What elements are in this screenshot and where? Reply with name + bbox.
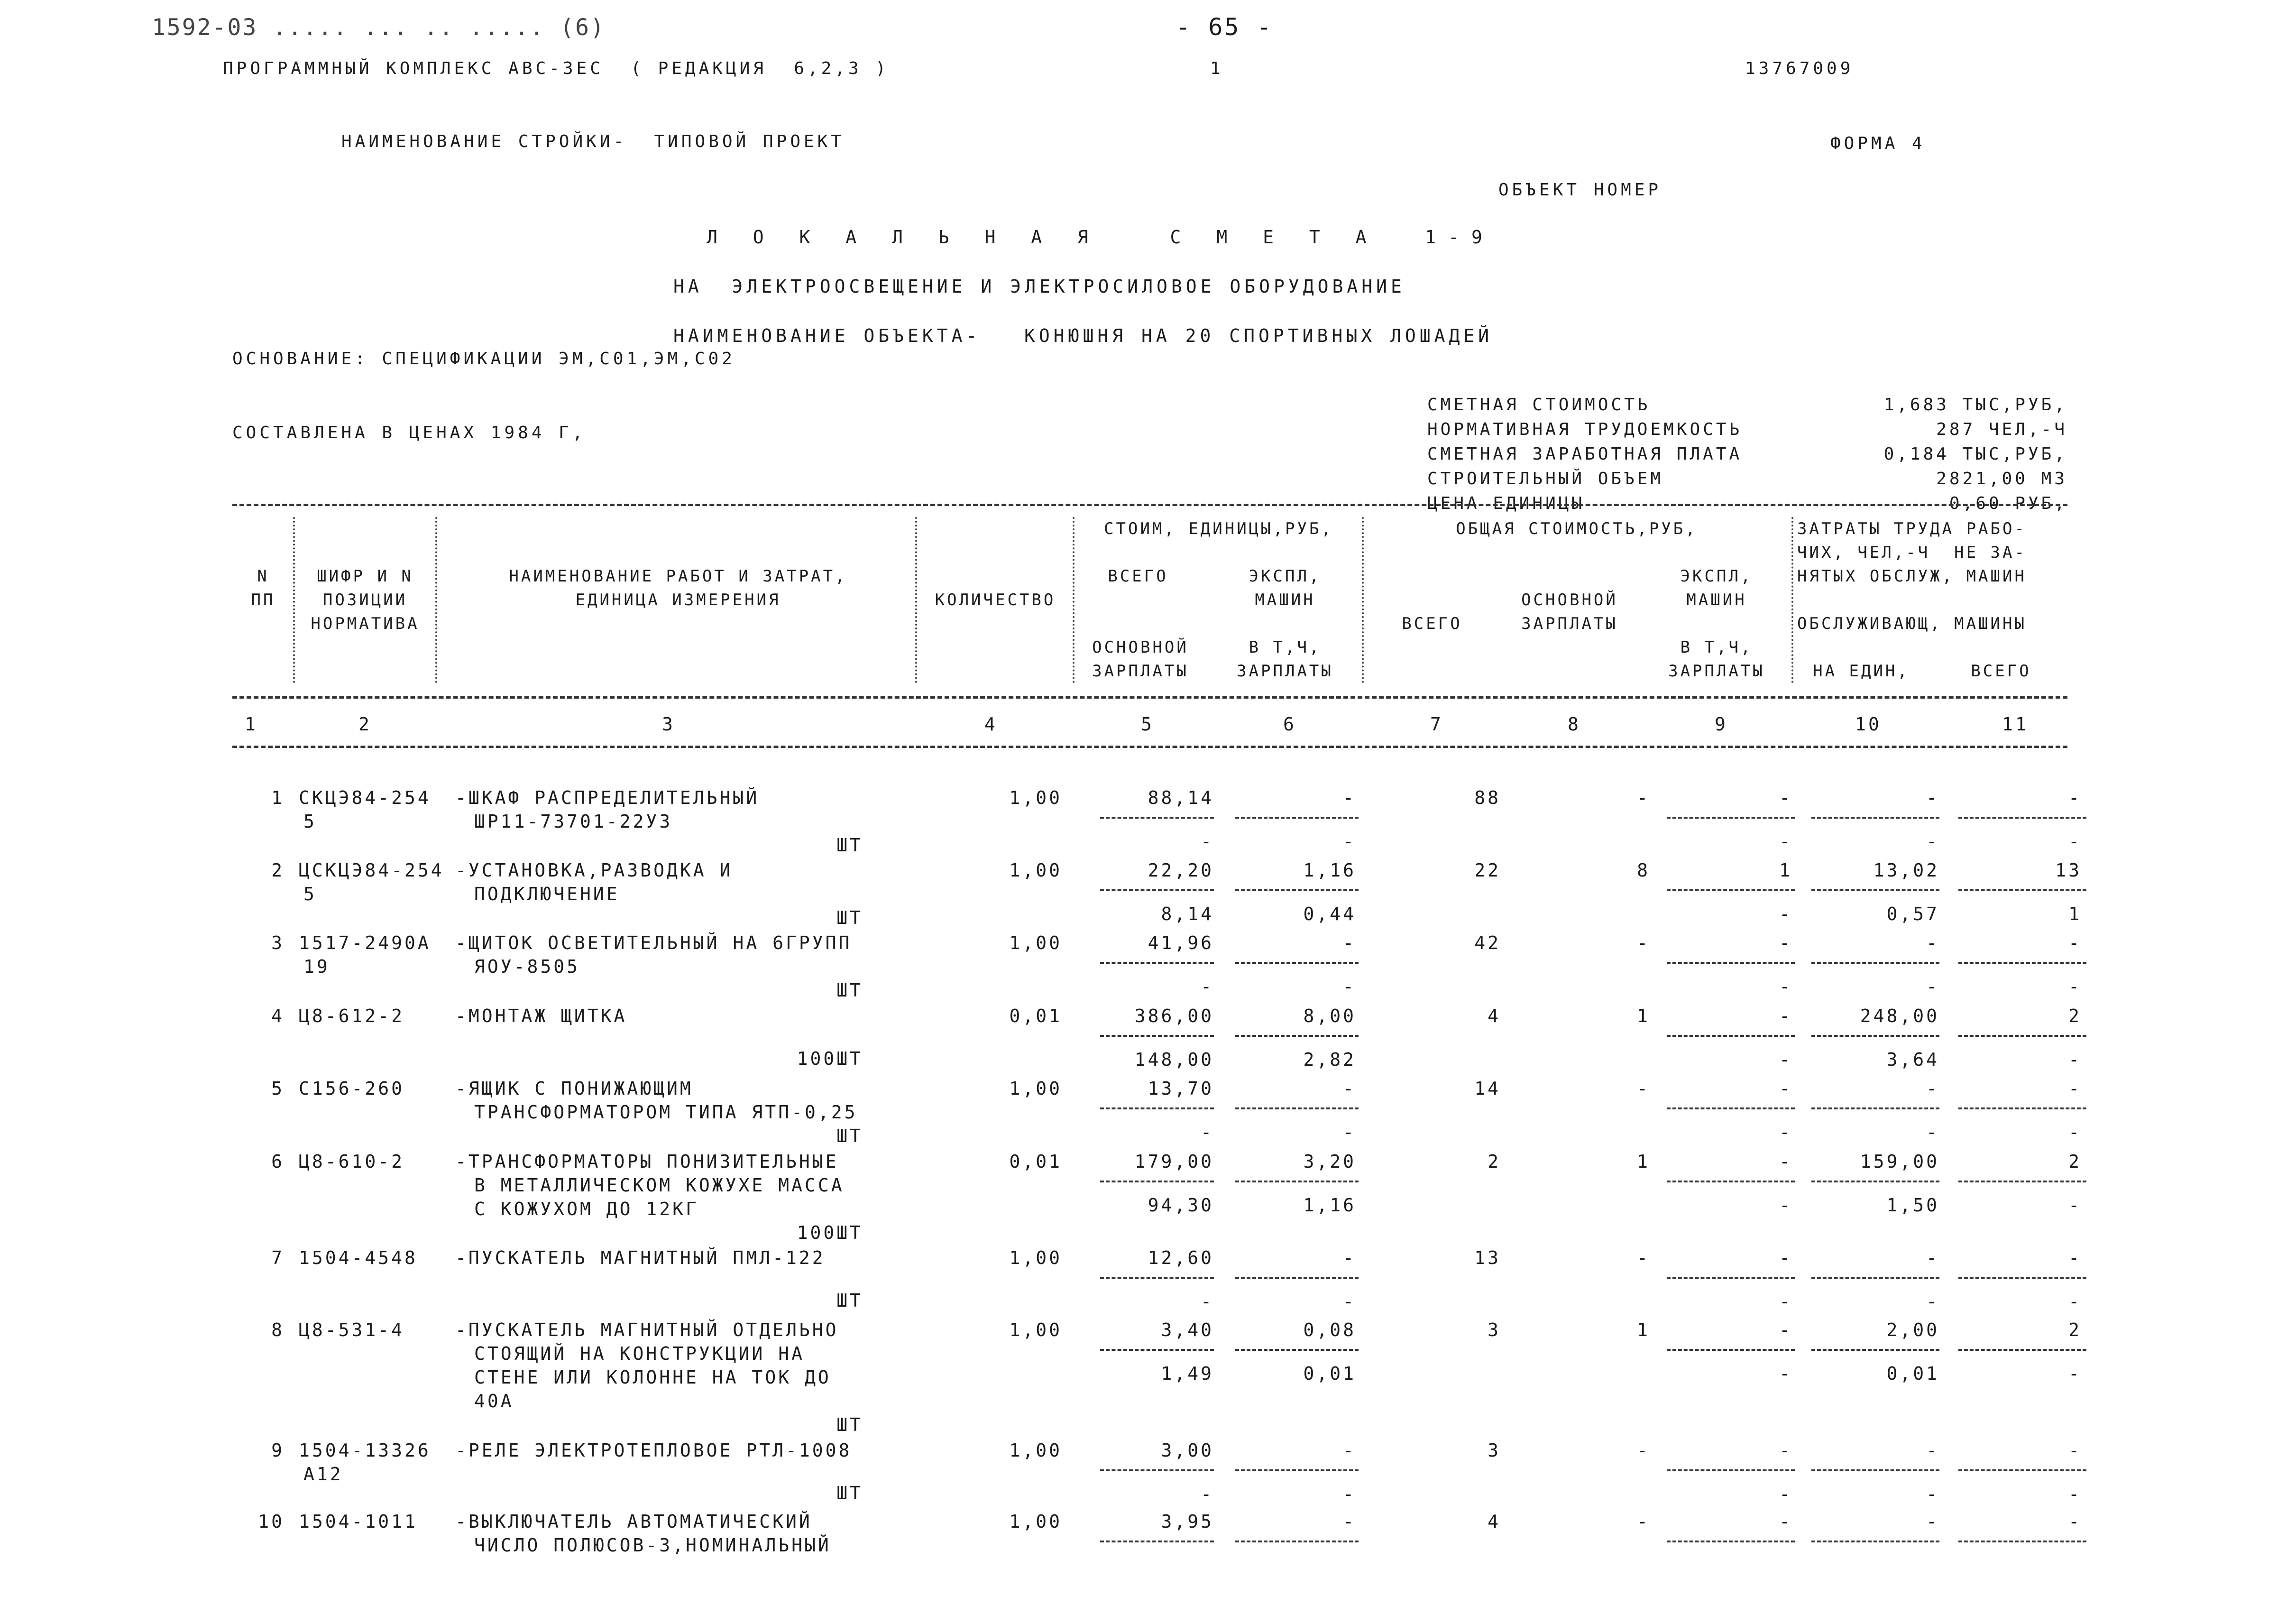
table-numbers-rule (232, 746, 2067, 748)
row-quantity: 1,00 (1009, 1511, 1062, 1532)
row-value: 248,00 (1860, 1006, 1939, 1026)
row-subvalue: 0,01 (1303, 1363, 1356, 1384)
row-subrule (1667, 1035, 1795, 1037)
row-value: - (2068, 1511, 2082, 1532)
summary-line (1427, 393, 2067, 417)
page-title: Л О К А Л Ь Н А Я С М Е Т А 1-9 (707, 227, 1495, 248)
row-value: 1 (1637, 1006, 1650, 1026)
row-quantity: 1,00 (1009, 1440, 1062, 1461)
row-name-line: -ПУСКАТЕЛЬ МАГНИТНЫЙ ПМЛ-122 (455, 1247, 826, 1268)
row-name-line: ЯОУ-8505 (474, 956, 580, 977)
row-subvalue: - (1926, 1291, 1939, 1312)
row-name-line: -УСТАНОВКА,РАЗВОДКА И (455, 860, 733, 881)
row-value: 4 (1488, 1006, 1501, 1026)
row-value: 3,20 (1303, 1151, 1356, 1172)
row-value: - (1343, 1247, 1356, 1268)
row-subrule (1235, 1181, 1359, 1182)
row-subvalue: - (1926, 1484, 1939, 1504)
row-value: 1 (1779, 860, 1792, 881)
row-name-line: -ЩИТОК ОСВЕТИТЕЛЬНЫЙ НА 6ГРУПП (455, 932, 852, 953)
row-code: Ц8-612-2 (299, 1006, 405, 1026)
column-number: 4 (984, 714, 998, 735)
row-subvalue: - (2068, 1049, 2082, 1070)
row-subrule (1667, 1277, 1795, 1279)
summary-block (1427, 375, 2067, 525)
column-number: 10 (1855, 714, 1882, 735)
row-subvalue: - (1926, 976, 1939, 997)
row-value: - (1779, 1247, 1792, 1268)
row-value: - (1343, 1511, 1356, 1532)
row-name-line: -РЕЛЕ ЭЛЕКТРОТЕПЛОВОЕ РТЛ-1008 (455, 1440, 852, 1461)
row-value: - (1926, 932, 1939, 953)
row-subvalue: - (1779, 904, 1792, 924)
row-subrule (1100, 889, 1214, 891)
row-subrule (1235, 1541, 1359, 1542)
row-subrule (1667, 1349, 1795, 1351)
row-value: - (2068, 1440, 2082, 1461)
row-value: 3 (1488, 1320, 1501, 1340)
column-number: 1 (245, 714, 258, 735)
row-value: 4 (1488, 1511, 1501, 1532)
row-subrule (1100, 1469, 1214, 1471)
col-header-unit-machines: ЭКСПЛ, МАШИН (1249, 567, 1322, 609)
column-number: 8 (1568, 714, 1581, 735)
row-quantity: 1,00 (1009, 1078, 1062, 1099)
row-subvalue: 1 (2068, 904, 2082, 924)
row-subrule (1667, 1469, 1795, 1471)
row-subrule (1667, 1107, 1795, 1109)
row-code: Ц8-531-4 (299, 1320, 405, 1340)
row-code: 1504-13326 (299, 1440, 431, 1461)
row-value: - (1779, 932, 1792, 953)
row-value: - (1343, 1078, 1356, 1099)
row-subvalue: - (1779, 1363, 1792, 1384)
row-subvalue: - (1779, 831, 1792, 852)
row-quantity: 1,00 (1009, 860, 1062, 881)
row-value: 8,00 (1303, 1006, 1356, 1026)
row-name-line: -ПУСКАТЕЛЬ МАГНИТНЫЙ ОТДЕЛЬНО (455, 1320, 839, 1340)
row-value: - (2068, 932, 2082, 953)
row-value: - (2068, 787, 2082, 808)
row-value: 1 (1637, 1320, 1650, 1340)
row-value: 3,40 (1161, 1320, 1214, 1340)
row-value: - (1637, 1440, 1650, 1461)
row-code: 1517-2490А (299, 932, 431, 953)
row-value: 41,96 (1148, 932, 1214, 953)
row-subvalue: - (1343, 1122, 1356, 1143)
row-number: 6 (271, 1151, 285, 1172)
row-name-line: -ВЫКЛЮЧАТЕЛЬ АВТОМАТИЧЕСКИЙ (455, 1511, 812, 1532)
col-header-total-machines: ЭКСПЛ, МАШИН (1680, 567, 1753, 609)
row-number: 10 (258, 1511, 285, 1532)
handwritten-code: 1592-03 ..... ... .. ..... (6) (152, 14, 606, 41)
row-quantity: 1,00 (1009, 932, 1062, 953)
basis-line: ОСНОВАНИЕ: СПЕЦИФИКАЦИИ ЭМ,С01,ЭМ,С02 (232, 349, 735, 369)
row-value: 3 (1488, 1440, 1501, 1461)
row-subrule (1958, 1107, 2086, 1109)
row-value: - (1926, 1511, 1939, 1532)
row-subvalue: - (2068, 976, 2082, 997)
row-subrule (1100, 962, 1214, 964)
row-value: 12,60 (1148, 1247, 1214, 1268)
row-value: 13,70 (1148, 1078, 1214, 1099)
row-subrule (1667, 1181, 1795, 1182)
row-name-line: С КОЖУХОМ ДО 12КГ (474, 1199, 699, 1219)
row-value: 1,16 (1303, 860, 1356, 881)
row-value: - (1637, 787, 1650, 808)
col-header-labor: ЗАТРАТЫ ТРУДА РАБО- ЧИХ, ЧЕЛ,-Ч НЕ ЗА- НЯТЫХ ОБСЛУЖ, МАШИН (1797, 519, 2027, 586)
col-header-name: НАИМЕНОВАНИЕ РАБОТ И ЗАТРАТ, ЕДИНИЦА ИЗМЕРЕНИЯ (509, 567, 847, 609)
row-value: 13 (2055, 860, 2082, 881)
object-label: НАИМЕНОВАНИЕ ОБЪЕКТА- (673, 325, 981, 346)
row-unit: ШТ (836, 1126, 863, 1146)
row-number: 5 (271, 1078, 285, 1099)
row-value: 88 (1474, 787, 1501, 808)
row-unit: ШТ (836, 1414, 863, 1435)
summary-label: СМЕТНАЯ СТОИМОСТЬ (1427, 395, 1651, 415)
row-subrule (1667, 962, 1795, 964)
row-subrule (1667, 889, 1795, 891)
row-subrule (1811, 1541, 1939, 1542)
document-number: 13767009 (1745, 59, 1854, 78)
row-quantity: 1,00 (1009, 1320, 1062, 1340)
row-value: - (1779, 1078, 1792, 1099)
row-number: 7 (271, 1247, 285, 1268)
row-name-line: -ЯЩИК С ПОНИЖАЮЩИМ (455, 1078, 693, 1099)
row-subrule (1100, 1181, 1214, 1182)
col-header-unit-total: ВСЕГО (1108, 567, 1168, 586)
row-subrule (1100, 1277, 1214, 1279)
row-value: - (1343, 787, 1356, 808)
row-value: 13 (1474, 1247, 1501, 1268)
col-header-unit-machine-wage: В Т,Ч, ЗАРПЛАТЫ (1237, 638, 1333, 681)
program-name: ПРОГРАММНЫЙ КОМПЛЕКС АВС-3ЕС ( РЕДАКЦИЯ 6,2,3 ) (223, 59, 890, 78)
col-header-unit-wage: ОСНОВНОЙ ЗАРПЛАТЫ (1092, 638, 1189, 681)
page-number: - 65 - (1176, 13, 1273, 41)
row-value: - (2068, 1247, 2082, 1268)
row-subrule (1667, 1541, 1795, 1542)
row-value: 0,08 (1303, 1320, 1356, 1340)
row-code: ЦСКЦЭ84-254 (299, 860, 444, 881)
row-value: - (1926, 1247, 1939, 1268)
row-value: - (1637, 1511, 1650, 1532)
row-subvalue: 1,49 (1161, 1363, 1214, 1384)
row-name-line: СТЕНЕ ИЛИ КОЛОННЕ НА ТОК ДО (474, 1367, 831, 1388)
row-unit: 100ШТ (797, 1222, 863, 1243)
row-unit: 100ШТ (797, 1048, 863, 1069)
row-value: - (1637, 1247, 1650, 1268)
summary-value: 1,683 ТЫС,РУБ, (1883, 395, 2067, 415)
row-unit: ШТ (836, 980, 863, 1001)
row-subrule (1958, 962, 2086, 964)
summary-value: 2821,00 М3 (1936, 469, 2067, 489)
row-subrule (1811, 962, 1939, 964)
row-subvalue: - (1779, 1291, 1792, 1312)
row-value: 2 (2068, 1151, 2082, 1172)
row-value: - (1343, 932, 1356, 953)
row-value: - (1779, 1006, 1792, 1026)
col-header-qty: КОЛИЧЕСТВО (935, 591, 1056, 609)
row-subrule (1958, 889, 2086, 891)
row-subrule (1811, 1277, 1939, 1279)
row-value: - (1779, 1320, 1792, 1340)
table-header-rule (232, 696, 2067, 699)
row-value: - (1926, 787, 1939, 808)
row-value: - (1926, 1078, 1939, 1099)
row-value: 1 (1637, 1151, 1650, 1172)
column-number: 3 (662, 714, 675, 735)
row-code-line2: 19 (303, 956, 330, 977)
row-subvalue: - (1779, 1195, 1792, 1216)
row-subvalue: - (1779, 1049, 1792, 1070)
table-top-rule (232, 504, 2067, 506)
form-label: ФОРМА 4 (1830, 134, 1926, 153)
row-subvalue: - (1926, 1122, 1939, 1143)
row-subvalue: - (1343, 831, 1356, 852)
row-value: - (1637, 1078, 1650, 1099)
estimate-subject: НА ЭЛЕКТРООСВЕЩЕНИЕ И ЭЛЕКТРОСИЛОВОЕ ОБОРУДОВАНИЕ (673, 276, 1405, 297)
row-subvalue: 1,16 (1303, 1195, 1356, 1216)
row-value: 2 (1488, 1151, 1501, 1172)
summary-line (1427, 467, 2067, 491)
row-value: 22 (1474, 860, 1501, 881)
row-name-line: ШР11-73701-22У3 (474, 811, 673, 832)
row-subrule (1958, 1181, 2086, 1182)
row-subrule (1235, 1277, 1359, 1279)
row-value: 386,00 (1134, 1006, 1214, 1026)
row-value: 2 (2068, 1006, 2082, 1026)
row-value: - (1779, 787, 1792, 808)
row-subvalue: 3,64 (1886, 1049, 1939, 1070)
row-value: 179,00 (1134, 1151, 1214, 1172)
row-subrule (1100, 817, 1214, 819)
row-subrule (1100, 1035, 1214, 1037)
row-subvalue: - (1343, 1484, 1356, 1504)
summary-value: 287 ЧЕЛ,-Ч (1936, 420, 2067, 439)
row-subvalue: 0,44 (1303, 904, 1356, 924)
row-subrule (1235, 889, 1359, 891)
row-value: - (1779, 1151, 1792, 1172)
row-code: Ц8-610-2 (299, 1151, 405, 1172)
row-subvalue: 1,50 (1886, 1195, 1939, 1216)
row-number: 4 (271, 1006, 285, 1026)
row-quantity: 0,01 (1009, 1151, 1062, 1172)
row-subvalue: - (2068, 1122, 2082, 1143)
row-subrule (1811, 1469, 1939, 1471)
row-subvalue: 148,00 (1134, 1049, 1214, 1070)
row-subrule (1811, 1035, 1939, 1037)
row-value: 42 (1474, 932, 1501, 953)
object-name: КОНЮШНЯ НА 20 СПОРТИВНЫХ ЛОШАДЕЙ (1024, 325, 1493, 346)
summary-label: ЦЕНА ЕДИНИЦЫ (1427, 494, 1585, 513)
construction-label: НАИМЕНОВАНИЕ СТРОЙКИ- ТИПОВОЙ ПРОЕКТ (341, 132, 845, 151)
row-subvalue: - (1779, 1122, 1792, 1143)
row-subvalue: 2,82 (1303, 1049, 1356, 1070)
row-subvalue: - (1926, 831, 1939, 852)
col-header-total-cost: ОБЩАЯ СТОИМОСТЬ,РУБ, (1456, 519, 1698, 538)
row-value: 3,95 (1161, 1511, 1214, 1532)
row-value: 14 (1474, 1078, 1501, 1099)
row-subrule (1235, 962, 1359, 964)
row-subvalue: - (1779, 976, 1792, 997)
summary-label: СМЕТНАЯ ЗАРАБОТНАЯ ПЛАТА (1427, 444, 1743, 464)
row-unit: ШТ (836, 1483, 863, 1504)
row-name-line: ПОДКЛЮЧЕНИЕ (474, 884, 620, 904)
row-name-line: В МЕТАЛЛИЧЕСКОМ КОЖУХЕ МАССА (474, 1175, 845, 1196)
summary-value: 0,184 ТЫС,РУБ, (1883, 444, 2067, 464)
row-subrule (1235, 1035, 1359, 1037)
row-subrule (1235, 1469, 1359, 1471)
row-quantity: 0,01 (1009, 1006, 1062, 1026)
row-subvalue: - (2068, 1363, 2082, 1384)
row-subrule (1667, 817, 1795, 819)
sheet-number: 1 (1210, 59, 1224, 78)
row-code-line2: 5 (303, 884, 317, 904)
object-number-label: ОБЪЕКТ НОМЕР (1498, 180, 1662, 200)
row-unit: ШТ (836, 907, 863, 928)
row-unit: ШТ (836, 1290, 863, 1311)
row-subrule (1958, 1469, 2086, 1471)
row-subvalue: - (1779, 1484, 1792, 1504)
row-code: 1504-4548 (299, 1247, 418, 1268)
row-subvalue: - (1201, 1122, 1214, 1143)
summary-value: 0,60 РУБ, (1949, 494, 2067, 513)
col-header-labor-unit: НА ЕДИН, (1813, 662, 1910, 681)
row-subrule (1100, 1541, 1214, 1542)
summary-line (1427, 417, 2067, 442)
row-subvalue: - (1201, 976, 1214, 997)
row-code: 1504-1011 (299, 1511, 418, 1532)
row-name-line: СТОЯЩИЙ НА КОНСТРУКЦИИ НА (474, 1343, 805, 1364)
row-subrule (1811, 1107, 1939, 1109)
row-value: 88,14 (1148, 787, 1214, 808)
row-value: 159,00 (1860, 1151, 1939, 1172)
row-subrule (1100, 1349, 1214, 1351)
row-value: 2 (2068, 1320, 2082, 1340)
row-subrule (1811, 1349, 1939, 1351)
row-name-line: ТРАНСФОРМАТОРОМ ТИПА ЯТП-0,25 (474, 1102, 858, 1123)
row-subrule (1100, 1107, 1214, 1109)
col-header-total: ВСЕГО (1402, 614, 1462, 633)
row-number: 9 (271, 1440, 285, 1461)
row-subvalue: - (2068, 831, 2082, 852)
row-code-line2: А12 (303, 1464, 343, 1485)
row-code-line2: 5 (303, 811, 317, 832)
column-number: 7 (1430, 714, 1443, 735)
col-header-total-wage: ОСНОВНОЙ ЗАРПЛАТЫ (1521, 591, 1618, 633)
col-header-labor-service: ОБСЛУЖИВАЮЩ, МАШИНЫ (1797, 614, 2027, 633)
row-subvalue: - (2068, 1195, 2082, 1216)
row-value: 22,20 (1148, 860, 1214, 881)
row-value: 2,00 (1886, 1320, 1939, 1340)
summary-line (1427, 442, 2067, 467)
row-subrule (1235, 1349, 1359, 1351)
col-header-n: N ПП (251, 567, 276, 609)
col-header-code: ШИФР И N ПОЗИЦИИ НОРМАТИВА (311, 567, 420, 633)
row-subrule (1811, 817, 1939, 819)
row-subvalue: - (1201, 831, 1214, 852)
column-number: 5 (1141, 714, 1154, 735)
row-value: 13,02 (1873, 860, 1939, 881)
row-subrule (1958, 1349, 2086, 1351)
row-number: 8 (271, 1320, 285, 1340)
row-quantity: 1,00 (1009, 1247, 1062, 1268)
row-name-line: -ТРАНСФОРМАТОРЫ ПОНИЗИТЕЛЬНЫЕ (455, 1151, 839, 1172)
row-subrule (1235, 817, 1359, 819)
row-value: - (1779, 1440, 1792, 1461)
col-header-labor-total: ВСЕГО (1971, 662, 2031, 681)
row-unit: ШТ (836, 835, 863, 856)
row-name-line: -ШКАФ РАСПРЕДЕЛИТЕЛЬНЫЙ (455, 787, 760, 808)
row-value: 3,00 (1161, 1440, 1214, 1461)
row-name-line: -МОНТАЖ ЩИТКА (455, 1006, 627, 1026)
row-subrule (1958, 1035, 2086, 1037)
row-name-line: 40А (474, 1391, 514, 1412)
row-value: - (1343, 1440, 1356, 1461)
row-value: - (1779, 1511, 1792, 1532)
row-subvalue: - (2068, 1484, 2082, 1504)
row-name-line: ЧИСЛО ПОЛЮСОВ-3,НОМИНАЛЬНЫЙ (474, 1535, 831, 1556)
row-quantity: 1,00 (1009, 787, 1062, 808)
row-code: СКЦЭ84-254 (299, 787, 431, 808)
column-number: 11 (2002, 714, 2029, 735)
row-number: 1 (271, 787, 285, 808)
col-header-total-machine-wage: В Т,Ч, ЗАРПЛАТЫ (1668, 638, 1765, 681)
column-number: 2 (358, 714, 372, 735)
row-value: 8 (1637, 860, 1650, 881)
row-subvalue: - (2068, 1291, 2082, 1312)
row-subrule (1958, 1277, 2086, 1279)
price-basis: СОСТАВЛЕНА В ЦЕНАХ 1984 Г, (232, 423, 586, 443)
row-subvalue: 94,30 (1148, 1195, 1214, 1216)
row-subvalue: - (1201, 1484, 1214, 1504)
row-value: - (1926, 1440, 1939, 1461)
column-number: 6 (1283, 714, 1296, 735)
column-number: 9 (1715, 714, 1728, 735)
row-subvalue: 8,14 (1161, 904, 1214, 924)
col-header-unit-cost: СТОИМ, ЕДИНИЦЫ,РУБ, (1104, 519, 1333, 538)
row-value: - (2068, 1078, 2082, 1099)
summary-label: СТРОИТЕЛЬНЫЙ ОБЪЕМ (1427, 469, 1664, 489)
row-subrule (1958, 1541, 2086, 1542)
row-subrule (1811, 1181, 1939, 1182)
row-code: С156-260 (299, 1078, 405, 1099)
row-subrule (1235, 1107, 1359, 1109)
row-subvalue: - (1343, 1291, 1356, 1312)
row-value: - (1637, 932, 1650, 953)
row-subvalue: - (1343, 976, 1356, 997)
row-number: 2 (271, 860, 285, 881)
summary-label: НОРМАТИВНАЯ ТРУДОЕМКОСТЬ (1427, 420, 1743, 439)
row-subvalue: 0,57 (1886, 904, 1939, 924)
row-subvalue: 0,01 (1886, 1363, 1939, 1384)
row-subrule (1811, 889, 1939, 891)
row-subrule (1958, 817, 2086, 819)
row-number: 3 (271, 932, 285, 953)
row-subvalue: - (1201, 1291, 1214, 1312)
